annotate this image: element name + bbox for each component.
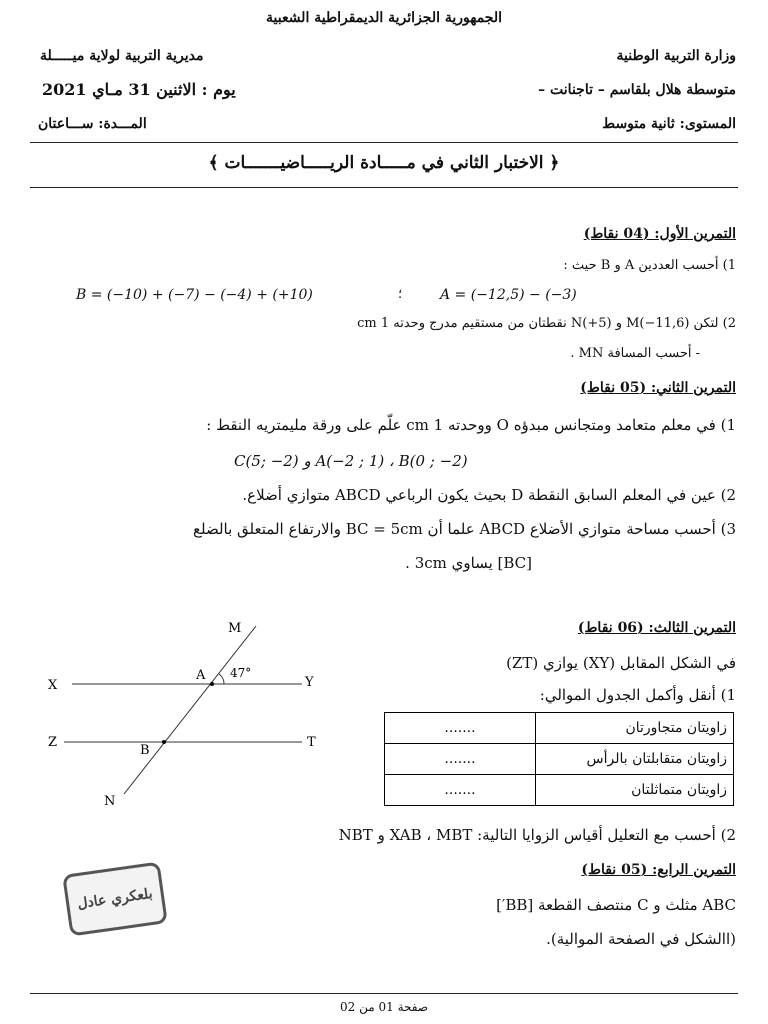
ex1-separator: ؛ bbox=[398, 287, 403, 302]
header-divider-top bbox=[30, 142, 738, 143]
angles-table bbox=[384, 712, 734, 806]
republic-title: الجمهورية الجزائرية الديمقراطية الشعبية bbox=[265, 10, 502, 26]
transversal-mn bbox=[124, 626, 256, 794]
label-x: X bbox=[48, 678, 58, 693]
table-row bbox=[385, 775, 734, 806]
ex2-q1: 1) في معلم متعامد ومتجانس مبدؤه O ووحدته 1 cm علّم على ورقة مليمتريه النقط : bbox=[206, 416, 736, 434]
label-t: T bbox=[307, 735, 316, 750]
ex1-q2b: - أحسب المسافة MN . bbox=[570, 346, 700, 361]
directorate-label: مديرية التربية لولاية ميـــــلة bbox=[40, 48, 204, 64]
table-cell-label: زاويتان متماثلتان bbox=[536, 775, 734, 806]
footer-divider bbox=[30, 993, 738, 994]
header-divider-bottom bbox=[30, 187, 738, 188]
label-z: Z bbox=[48, 735, 58, 750]
ex3-q2: 2) أحسب مع التعليل أقياس الزوايا التالية: XAB ، MBT و NBT bbox=[338, 826, 736, 844]
ministry-label: وزارة التربية الوطنية bbox=[616, 48, 736, 64]
label-a: A bbox=[196, 668, 206, 683]
exam-date: يوم : الاثنين 31 مـاي 2021 bbox=[42, 80, 236, 99]
duration-label: المـــدة: ســـاعتان bbox=[38, 116, 147, 132]
ex1-q2: 2) لتكن M(−11,6) و N(+5) نقطتان من مستقيم مدرج وحدته 1 cm bbox=[357, 316, 736, 331]
table-cell-label: زاويتان متقابلتان بالرأس bbox=[536, 744, 734, 775]
ex3-title: التمرين الثالث: (06 نقاط) bbox=[577, 620, 736, 636]
page-number: صفحة 01 من 02 bbox=[339, 1000, 429, 1014]
ex2-q3b: [BC] يساوي 3cm . bbox=[405, 554, 532, 572]
ex1-expr-a: A = (−12,5) − (−3) bbox=[440, 287, 577, 303]
label-y: Y bbox=[305, 675, 314, 690]
ex4-line2: (االشكل في الصفحة الموالية). bbox=[546, 930, 736, 948]
ex1-title: التمرين الأول: (04 نقاط) bbox=[583, 226, 736, 242]
ex2-q2: 2) عين في المعلم السابق النقطة D بحيث يكون الرباعي ABCD متوازي أضلاع. bbox=[242, 486, 736, 504]
exam-title: ﴿ الاختبار الثاني في مـــــادة الريـــــاضيـــــــات ﴾ bbox=[208, 153, 560, 173]
ex4-line1: ABC مثلث و C منتصف القطعة [BB′] bbox=[496, 896, 736, 914]
ex2-points: A(−2 ; 1) ، B(0 ; −2) و C(5; −2) bbox=[234, 452, 468, 470]
point-a-dot bbox=[210, 682, 214, 686]
ex4-title: التمرين الرابع: (05 نقاط) bbox=[581, 862, 736, 878]
table-cell-label: زاويتان متجاورتان bbox=[536, 713, 734, 744]
table-cell-value: ....... bbox=[385, 713, 536, 744]
label-angle: 47° bbox=[230, 666, 252, 680]
ex3-q1: 1) أنقل وأكمل الجدول الموالي: bbox=[539, 686, 736, 704]
table-row bbox=[385, 744, 734, 775]
label-n: N bbox=[104, 794, 116, 809]
ex1-expr-b: B = (−10) + (−7) − (−4) + (+10) bbox=[76, 287, 313, 303]
angle-arc bbox=[219, 674, 224, 684]
table-row bbox=[385, 713, 734, 744]
ex2-q3: 3) أحسب مساحة متوازي الأضلاع ABCD علما أن BC = 5cm والارتفاع المتعلق بالضلع bbox=[193, 520, 736, 538]
author-stamp bbox=[62, 861, 168, 936]
label-m: M bbox=[228, 621, 242, 636]
parallel-lines-figure bbox=[40, 612, 340, 812]
ex3-intro: في الشكل المقابل (XY) يوازي (ZT) bbox=[506, 654, 736, 672]
table-cell-value: ....... bbox=[385, 744, 536, 775]
stamp-text: بلعكري عادل bbox=[76, 885, 154, 913]
label-b: B bbox=[140, 743, 150, 758]
ex1-q1: 1) أحسب العددين A و B حيث : bbox=[563, 258, 736, 273]
point-b-dot bbox=[162, 740, 166, 744]
ex2-title: التمرين الثاني: (05 نقاط) bbox=[580, 380, 736, 396]
level-label: المستوى: ثانية متوسط bbox=[602, 116, 736, 132]
school-label: متوسطة هلال بلقاسم – تاجنانت – bbox=[538, 82, 736, 98]
table-cell-value: ....... bbox=[385, 775, 536, 806]
